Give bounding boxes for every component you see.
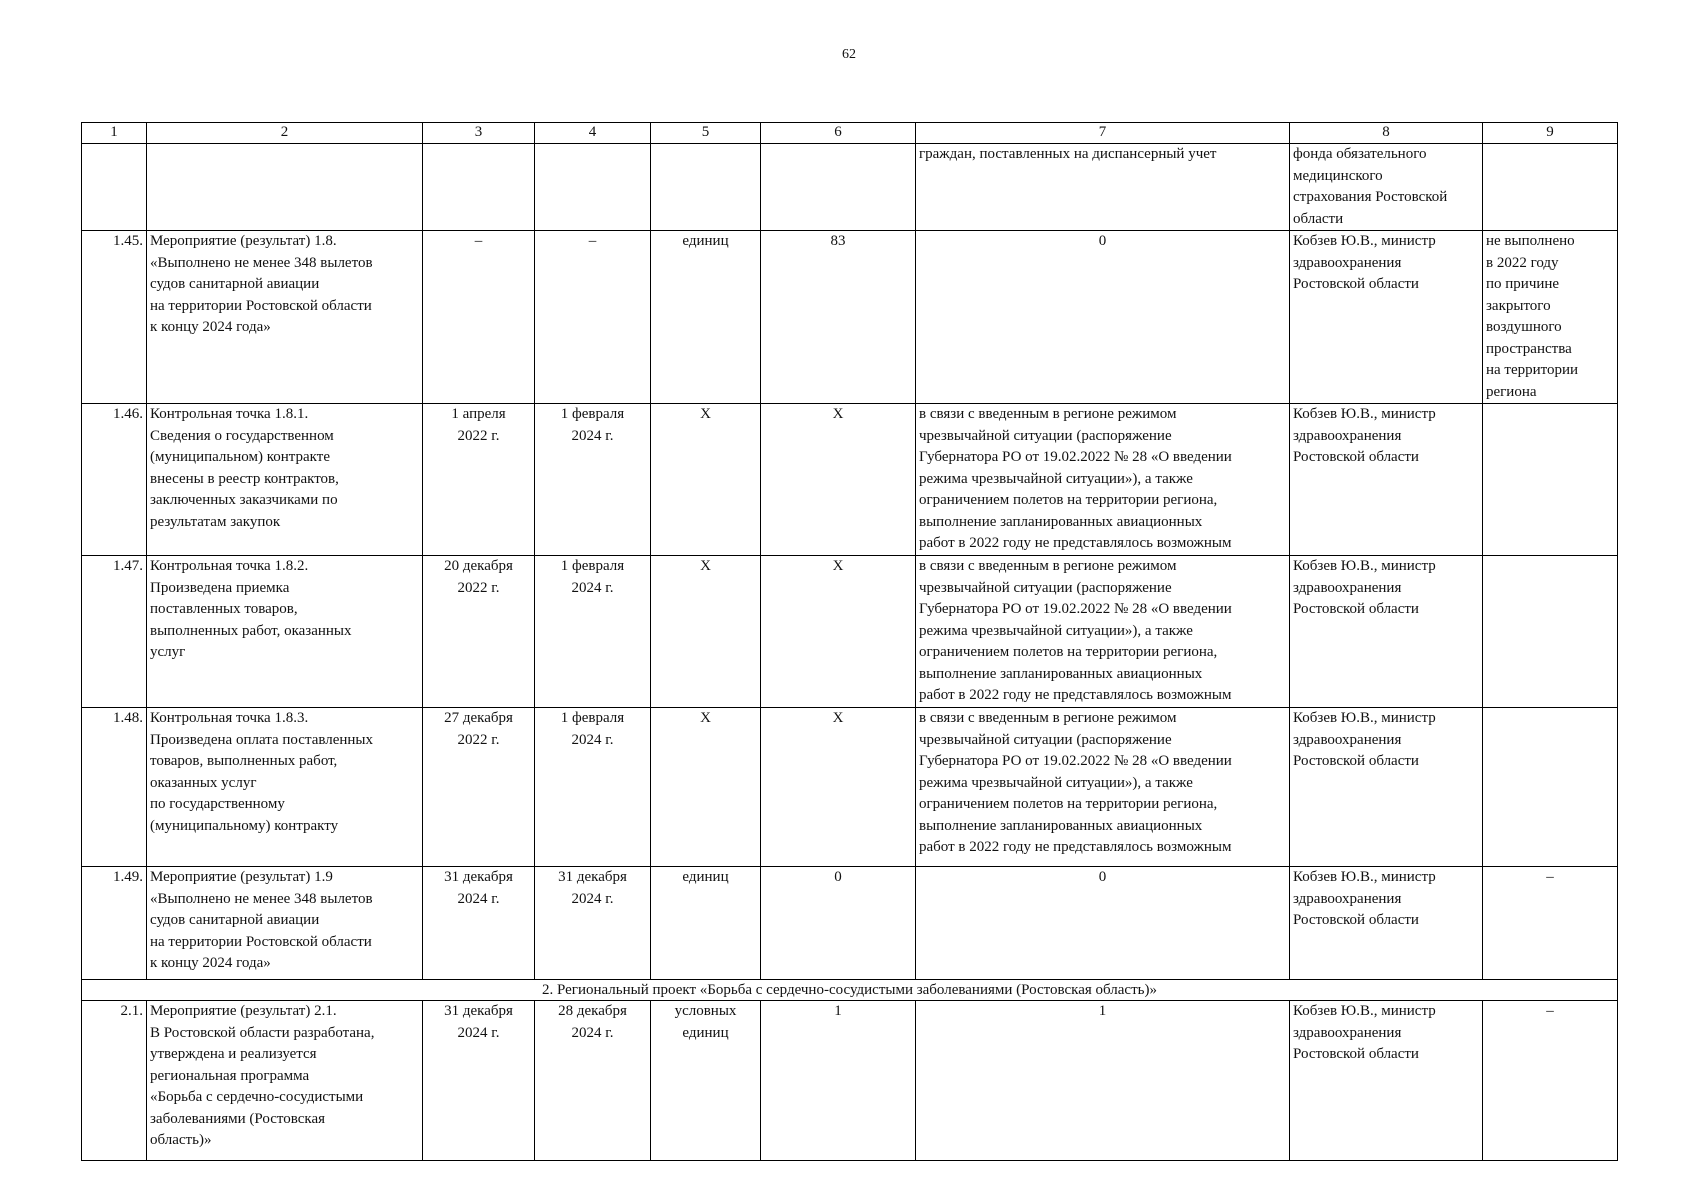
row-unit [651, 144, 761, 231]
row-reason: граждан, поставленных на диспансерный учет [916, 144, 1290, 231]
row-end-date [535, 144, 651, 231]
row-unit: X [651, 708, 761, 867]
row-responsible: Кобзев Ю.В., министр здравоохранения Ростовской области [1290, 867, 1483, 980]
row-responsible: Кобзев Ю.В., министр здравоохранения Ростовской области [1290, 556, 1483, 708]
table-row [82, 144, 1618, 231]
column-header: 9 [1483, 123, 1618, 144]
row-unit: X [651, 556, 761, 708]
row-unit: единиц [651, 867, 761, 980]
row-note: не выполнено в 2022 году по причине закрытого воздушного пространства на территории региона [1483, 231, 1618, 404]
row-start-date [423, 144, 535, 231]
table-row [82, 867, 1618, 980]
table-row [82, 404, 1618, 556]
row-responsible: Кобзев Ю.В., министр здравоохранения Ростовской области [1290, 1001, 1483, 1161]
row-number: 1.47. [82, 556, 147, 708]
row-number: 1.49. [82, 867, 147, 980]
row-value: X [761, 556, 916, 708]
row-end-date: 1 февраля 2024 г. [535, 708, 651, 867]
column-header: 4 [535, 123, 651, 144]
row-value: 1 [761, 1001, 916, 1161]
row-name: Мероприятие (результат) 2.1. В Ростовской области разработана, утверждена и реализуется региональная программа «Борьба с сердечно-сосудистыми заболеваниями (Ростовская область)» [147, 1001, 423, 1161]
row-end-date: 1 февраля 2024 г. [535, 404, 651, 556]
row-start-date: 27 декабря 2022 г. [423, 708, 535, 867]
row-number [82, 144, 147, 231]
row-value: X [761, 708, 916, 867]
row-start-date: 31 декабря 2024 г. [423, 867, 535, 980]
section-title: 2. Региональный проект «Борьба с сердечно-сосудистыми заболеваниями (Ростовская область)» [82, 980, 1618, 1001]
row-start-date: – [423, 231, 535, 404]
row-responsible: фонда обязательного медицинского страхования Ростовской области [1290, 144, 1483, 231]
row-value [761, 144, 916, 231]
row-number: 1.48. [82, 708, 147, 867]
row-start-date: 1 апреля 2022 г. [423, 404, 535, 556]
row-unit: X [651, 404, 761, 556]
report-table [81, 122, 1618, 1161]
row-number: 2.1. [82, 1001, 147, 1161]
row-end-date: 28 декабря 2024 г. [535, 1001, 651, 1161]
row-note [1483, 556, 1618, 708]
row-number: 1.45. [82, 231, 147, 404]
column-header: 1 [82, 123, 147, 144]
row-name [147, 144, 423, 231]
row-start-date: 20 декабря 2022 г. [423, 556, 535, 708]
row-responsible: Кобзев Ю.В., министр здравоохранения Ростовской области [1290, 231, 1483, 404]
row-note [1483, 144, 1618, 231]
row-note: – [1483, 1001, 1618, 1161]
row-reason: в связи с введенным в регионе режимом чрезвычайной ситуации (распоряжение Губернатора РО от 19.02.2022 № 28 «О введении режима чрезвычайной ситуации»), а также ограничением полетов на территории региона, выполнение запланированных авиационных работ в 2022 году не представлялось возможным [916, 556, 1290, 708]
column-header: 5 [651, 123, 761, 144]
row-reason: 1 [916, 1001, 1290, 1161]
column-header: 6 [761, 123, 916, 144]
row-name: Мероприятие (результат) 1.8. «Выполнено не менее 348 вылетов судов санитарной авиации на территории Ростовской области к концу 2024 года» [147, 231, 423, 404]
table-row [82, 708, 1618, 867]
row-note: – [1483, 867, 1618, 980]
row-reason: в связи с введенным в регионе режимом чрезвычайной ситуации (распоряжение Губернатора РО от 19.02.2022 № 28 «О введении режима чрезвычайной ситуации»), а также ограничением полетов на территории региона, выполнение запланированных авиационных работ в 2022 году не представлялось возможным [916, 708, 1290, 867]
row-end-date: – [535, 231, 651, 404]
row-end-date: 1 февраля 2024 г. [535, 556, 651, 708]
row-unit: условных единиц [651, 1001, 761, 1161]
row-note [1483, 708, 1618, 867]
row-start-date: 31 декабря 2024 г. [423, 1001, 535, 1161]
row-note [1483, 404, 1618, 556]
table-row [82, 1001, 1618, 1161]
section-header-row [82, 980, 1618, 1001]
row-responsible: Кобзев Ю.В., министр здравоохранения Ростовской области [1290, 404, 1483, 556]
row-name: Мероприятие (результат) 1.9 «Выполнено не менее 348 вылетов судов санитарной авиации на территории Ростовской области к концу 2024 года» [147, 867, 423, 980]
row-value: X [761, 404, 916, 556]
column-header: 7 [916, 123, 1290, 144]
row-responsible: Кобзев Ю.В., министр здравоохранения Ростовской области [1290, 708, 1483, 867]
row-name: Контрольная точка 1.8.1. Сведения о государственном (муниципальном) контракте внесены в реестр контрактов, заключенных заказчиками по результатам закупок [147, 404, 423, 556]
row-value: 83 [761, 231, 916, 404]
row-reason: 0 [916, 231, 1290, 404]
column-header: 8 [1290, 123, 1483, 144]
row-name: Контрольная точка 1.8.2. Произведена приемка поставленных товаров, выполненных работ, оказанных услуг [147, 556, 423, 708]
page-number: 62 [842, 47, 856, 62]
column-number-header [82, 123, 1618, 144]
column-header: 2 [147, 123, 423, 144]
row-number: 1.46. [82, 404, 147, 556]
column-header: 3 [423, 123, 535, 144]
row-end-date: 31 декабря 2024 г. [535, 867, 651, 980]
table-row [82, 556, 1618, 708]
row-value: 0 [761, 867, 916, 980]
row-name: Контрольная точка 1.8.3. Произведена оплата поставленных товаров, выполненных работ, оказанных услуг по государственному (муниципальному) контракту [147, 708, 423, 867]
row-reason: в связи с введенным в регионе режимом чрезвычайной ситуации (распоряжение Губернатора РО от 19.02.2022 № 28 «О введении режима чрезвычайной ситуации»), а также ограничением полетов на территории региона, выполнение запланированных авиационных работ в 2022 году не представлялось возможным [916, 404, 1290, 556]
table-row [82, 231, 1618, 404]
row-reason: 0 [916, 867, 1290, 980]
row-unit: единиц [651, 231, 761, 404]
